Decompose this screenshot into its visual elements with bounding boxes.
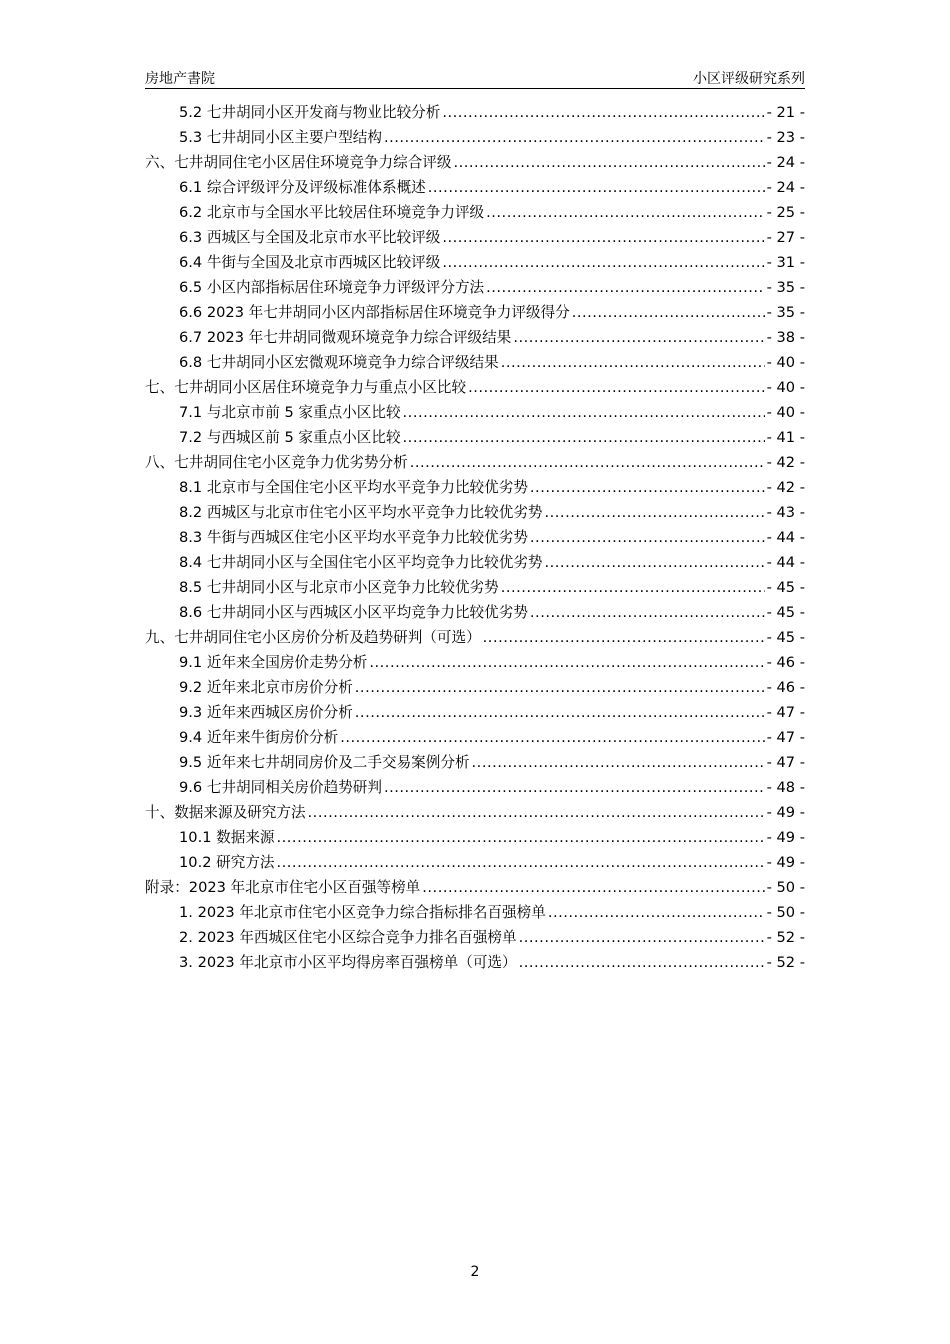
toc-entry-title: 10.1 数据来源 (179, 829, 275, 846)
toc-leader-dots (277, 825, 765, 850)
page-header (145, 66, 805, 89)
toc-entry[interactable] (145, 850, 805, 875)
toc-entry[interactable] (145, 500, 805, 525)
toc-entry[interactable] (145, 600, 805, 625)
toc-leader-dots (519, 925, 765, 950)
toc-entry-page: - 23 - (766, 129, 805, 146)
toc-leader-dots (530, 600, 765, 625)
toc-entry[interactable] (145, 475, 805, 500)
toc-entry-page: - 25 - (766, 204, 805, 221)
toc-entry-title: 七、七井胡同小区居住环境竞争力与重点小区比较 (145, 379, 467, 396)
toc-leader-dots (572, 300, 765, 325)
toc-entry-page: - 45 - (766, 604, 805, 621)
toc-entry-page: - 45 - (766, 629, 805, 646)
toc-entry-title: 8.3 牛街与西城区住宅小区平均水平竞争力比较优劣势 (179, 529, 528, 546)
toc-entry-title: 9.5 近年来七井胡同房价及二手交易案例分析 (179, 754, 470, 771)
toc-entry[interactable] (145, 625, 805, 650)
toc-entry-page: - 41 - (766, 429, 805, 446)
toc-leader-dots (519, 950, 765, 975)
toc-leader-dots (486, 200, 764, 225)
toc-entry-page: - 48 - (766, 779, 805, 796)
toc-leader-dots (486, 275, 764, 300)
toc-leader-dots (384, 125, 765, 150)
page-number: 2 (470, 1264, 480, 1280)
toc-entry-title: 9.4 近年来牛街房价分析 (179, 729, 339, 746)
toc-entry-title: 6.7 2023 年七井胡同微观环境竞争力综合评级结果 (179, 329, 512, 346)
toc-entry-title: 附录：2023 年北京市住宅小区百强等榜单 (145, 879, 421, 896)
toc-entry[interactable] (145, 650, 805, 675)
toc-entry[interactable] (145, 800, 805, 825)
toc-leader-dots (530, 475, 765, 500)
toc-leader-dots (483, 625, 765, 650)
toc-leader-dots (355, 700, 765, 725)
toc-leader-dots (277, 850, 765, 875)
toc-entry[interactable] (145, 400, 805, 425)
toc-leader-dots (545, 550, 765, 575)
toc-entry-page: - 52 - (766, 929, 805, 946)
toc-entry-page: - 42 - (766, 454, 805, 471)
toc-entry-title: 6.6 2023 年七井胡同小区内部指标居住环境竞争力评级得分 (179, 304, 570, 321)
toc-entry[interactable] (145, 150, 805, 175)
toc-entry[interactable] (145, 450, 805, 475)
toc-entry-page: - 50 - (766, 904, 805, 921)
toc-entry[interactable] (145, 350, 805, 375)
toc-entry-title: 9.6 七井胡同相关房价趋势研判 (179, 779, 382, 796)
toc-leader-dots (442, 250, 764, 275)
toc-entry-page: - 46 - (766, 679, 805, 696)
toc-leader-dots (545, 500, 765, 525)
toc-entry-title: 8.6 七井胡同小区与西城区小区平均竞争力比较优劣势 (179, 604, 528, 621)
toc-entry[interactable] (145, 700, 805, 725)
toc-entry[interactable] (145, 275, 805, 300)
toc-entry[interactable] (145, 425, 805, 450)
toc-entry-page: - 27 - (766, 229, 805, 246)
toc-entry-page: - 47 - (766, 704, 805, 721)
toc-entry-page: - 24 - (766, 154, 805, 171)
header-series: 小区评级研究系列 (693, 71, 805, 87)
toc-entry-page: - 52 - (766, 954, 805, 971)
toc-entry[interactable] (145, 125, 805, 150)
toc-entry-title: 8.2 西城区与北京市住宅小区平均水平竞争力比较优劣势 (179, 504, 543, 521)
toc-entry-title: 8.1 北京市与全国住宅小区平均水平竞争力比较优劣势 (179, 479, 528, 496)
toc-leader-dots (530, 525, 765, 550)
toc-entry[interactable] (145, 725, 805, 750)
toc-leader-dots (403, 425, 765, 450)
toc-entry[interactable] (145, 825, 805, 850)
toc-entry-title: 9.2 近年来北京市房价分析 (179, 679, 353, 696)
toc-entry-page: - 50 - (766, 879, 805, 896)
toc-leader-dots (453, 150, 764, 175)
toc-entry-page: - 43 - (766, 504, 805, 521)
toc-entry[interactable] (145, 550, 805, 575)
toc-leader-dots (422, 875, 764, 900)
toc-entry[interactable] (145, 775, 805, 800)
toc-entry-page: - 49 - (766, 829, 805, 846)
toc-entry-page: - 24 - (766, 179, 805, 196)
toc-entry[interactable] (145, 575, 805, 600)
toc-entry-title: 6.8 七井胡同小区宏微观环境竞争力综合评级结果 (179, 354, 499, 371)
toc-entry-title: 8.5 七井胡同小区与北京市小区竞争力比较优劣势 (179, 579, 499, 596)
toc-entry[interactable] (145, 250, 805, 275)
toc-entry-page: - 49 - (766, 854, 805, 871)
toc-leader-dots (355, 675, 765, 700)
toc-entry-page: - 45 - (766, 579, 805, 596)
toc-entry-page: - 38 - (766, 329, 805, 346)
toc-leader-dots (428, 175, 765, 200)
toc-entry[interactable] (145, 375, 805, 400)
toc-entry-title: 6.5 小区内部指标居住环境竞争力评级评分方法 (179, 279, 485, 296)
toc-entry[interactable] (145, 750, 805, 775)
toc-entry-page: - 21 - (766, 104, 805, 121)
toc-entry-title: 十、数据来源及研究方法 (145, 804, 306, 821)
toc-entry-page: - 42 - (766, 479, 805, 496)
toc-entry-page: - 40 - (766, 354, 805, 371)
header-publisher: 房地产書院 (145, 71, 215, 87)
toc-entry-title: 8.4 七井胡同小区与全国住宅小区平均竞争力比较优劣势 (179, 554, 543, 571)
toc-entry-page: - 49 - (766, 804, 805, 821)
toc-entry-title: 5.2 七井胡同小区开发商与物业比较分析 (179, 104, 441, 121)
toc-entry-title: 八、七井胡同住宅小区竞争力优劣势分析 (145, 454, 408, 471)
toc-entry-title: 3. 2023 年北京市小区平均得房率百强榜单（可选） (179, 954, 517, 971)
toc-entry-page: - 40 - (766, 404, 805, 421)
toc-leader-dots (410, 450, 765, 475)
toc-entry[interactable] (145, 175, 805, 200)
toc-leader-dots (340, 725, 764, 750)
toc-entry-title: 六、七井胡同住宅小区居住环境竞争力综合评级 (145, 154, 452, 171)
toc-leader-dots (501, 350, 765, 375)
toc-entry-title: 10.2 研究方法 (179, 854, 275, 871)
toc-entry-title: 6.3 西城区与全国及北京市水平比较评级 (179, 229, 441, 246)
toc-entry-title: 1. 2023 年北京市住宅小区竞争力综合指标排名百强榜单 (179, 904, 546, 921)
toc-entry-title: 5.3 七井胡同小区主要户型结构 (179, 129, 382, 146)
toc-entry-title: 2. 2023 年西城区住宅小区综合竞争力排名百强榜单 (179, 929, 517, 946)
toc-entry-page: - 31 - (766, 254, 805, 271)
toc-entry[interactable] (145, 875, 805, 900)
toc-entry-title: 6.1 综合评级评分及评级标准体系概述 (179, 179, 426, 196)
toc-entry-title: 9.3 近年来西城区房价分析 (179, 704, 353, 721)
toc-entry-title: 九、七井胡同住宅小区房价分析及趋势研判（可选） (145, 629, 481, 646)
toc-entry-page: - 44 - (766, 529, 805, 546)
toc-entry[interactable] (145, 300, 805, 325)
toc-entry-title: 7.2 与西城区前 5 家重点小区比较 (179, 429, 401, 446)
toc-leader-dots (403, 400, 765, 425)
toc-leader-dots (513, 325, 764, 350)
toc-entry[interactable] (145, 950, 805, 975)
toc-entry[interactable] (145, 325, 805, 350)
toc-leader-dots (442, 100, 764, 125)
toc-leader-dots (369, 650, 764, 675)
toc-entry[interactable] (145, 200, 805, 225)
toc-leader-dots (548, 900, 765, 925)
toc-entry[interactable] (145, 525, 805, 550)
toc-leader-dots (384, 775, 765, 800)
toc-entry-page: - 47 - (766, 754, 805, 771)
toc-leader-dots (308, 800, 765, 825)
toc-entry-title: 9.1 近年来全国房价走势分析 (179, 654, 368, 671)
toc-entry-page: - 35 - (766, 279, 805, 296)
toc-leader-dots (442, 225, 764, 250)
toc-entry-title: 6.2 北京市与全国水平比较居住环境竞争力评级 (179, 204, 485, 221)
toc-entry[interactable] (145, 225, 805, 250)
toc-entry-page: - 35 - (766, 304, 805, 321)
toc-entry-title: 7.1 与北京市前 5 家重点小区比较 (179, 404, 401, 421)
toc-entry-title: 6.4 牛街与全国及北京市西城区比较评级 (179, 254, 441, 271)
toc-entry-page: - 44 - (766, 554, 805, 571)
toc-leader-dots (501, 575, 765, 600)
toc-entry[interactable] (145, 900, 805, 925)
toc-entry-page: - 46 - (766, 654, 805, 671)
table-of-contents (145, 100, 805, 975)
toc-entry-page: - 47 - (766, 729, 805, 746)
toc-leader-dots (468, 375, 765, 400)
toc-leader-dots (472, 750, 765, 775)
toc-entry[interactable] (145, 925, 805, 950)
toc-entry[interactable] (145, 675, 805, 700)
toc-entry[interactable] (145, 100, 805, 125)
toc-entry-page: - 40 - (766, 379, 805, 396)
